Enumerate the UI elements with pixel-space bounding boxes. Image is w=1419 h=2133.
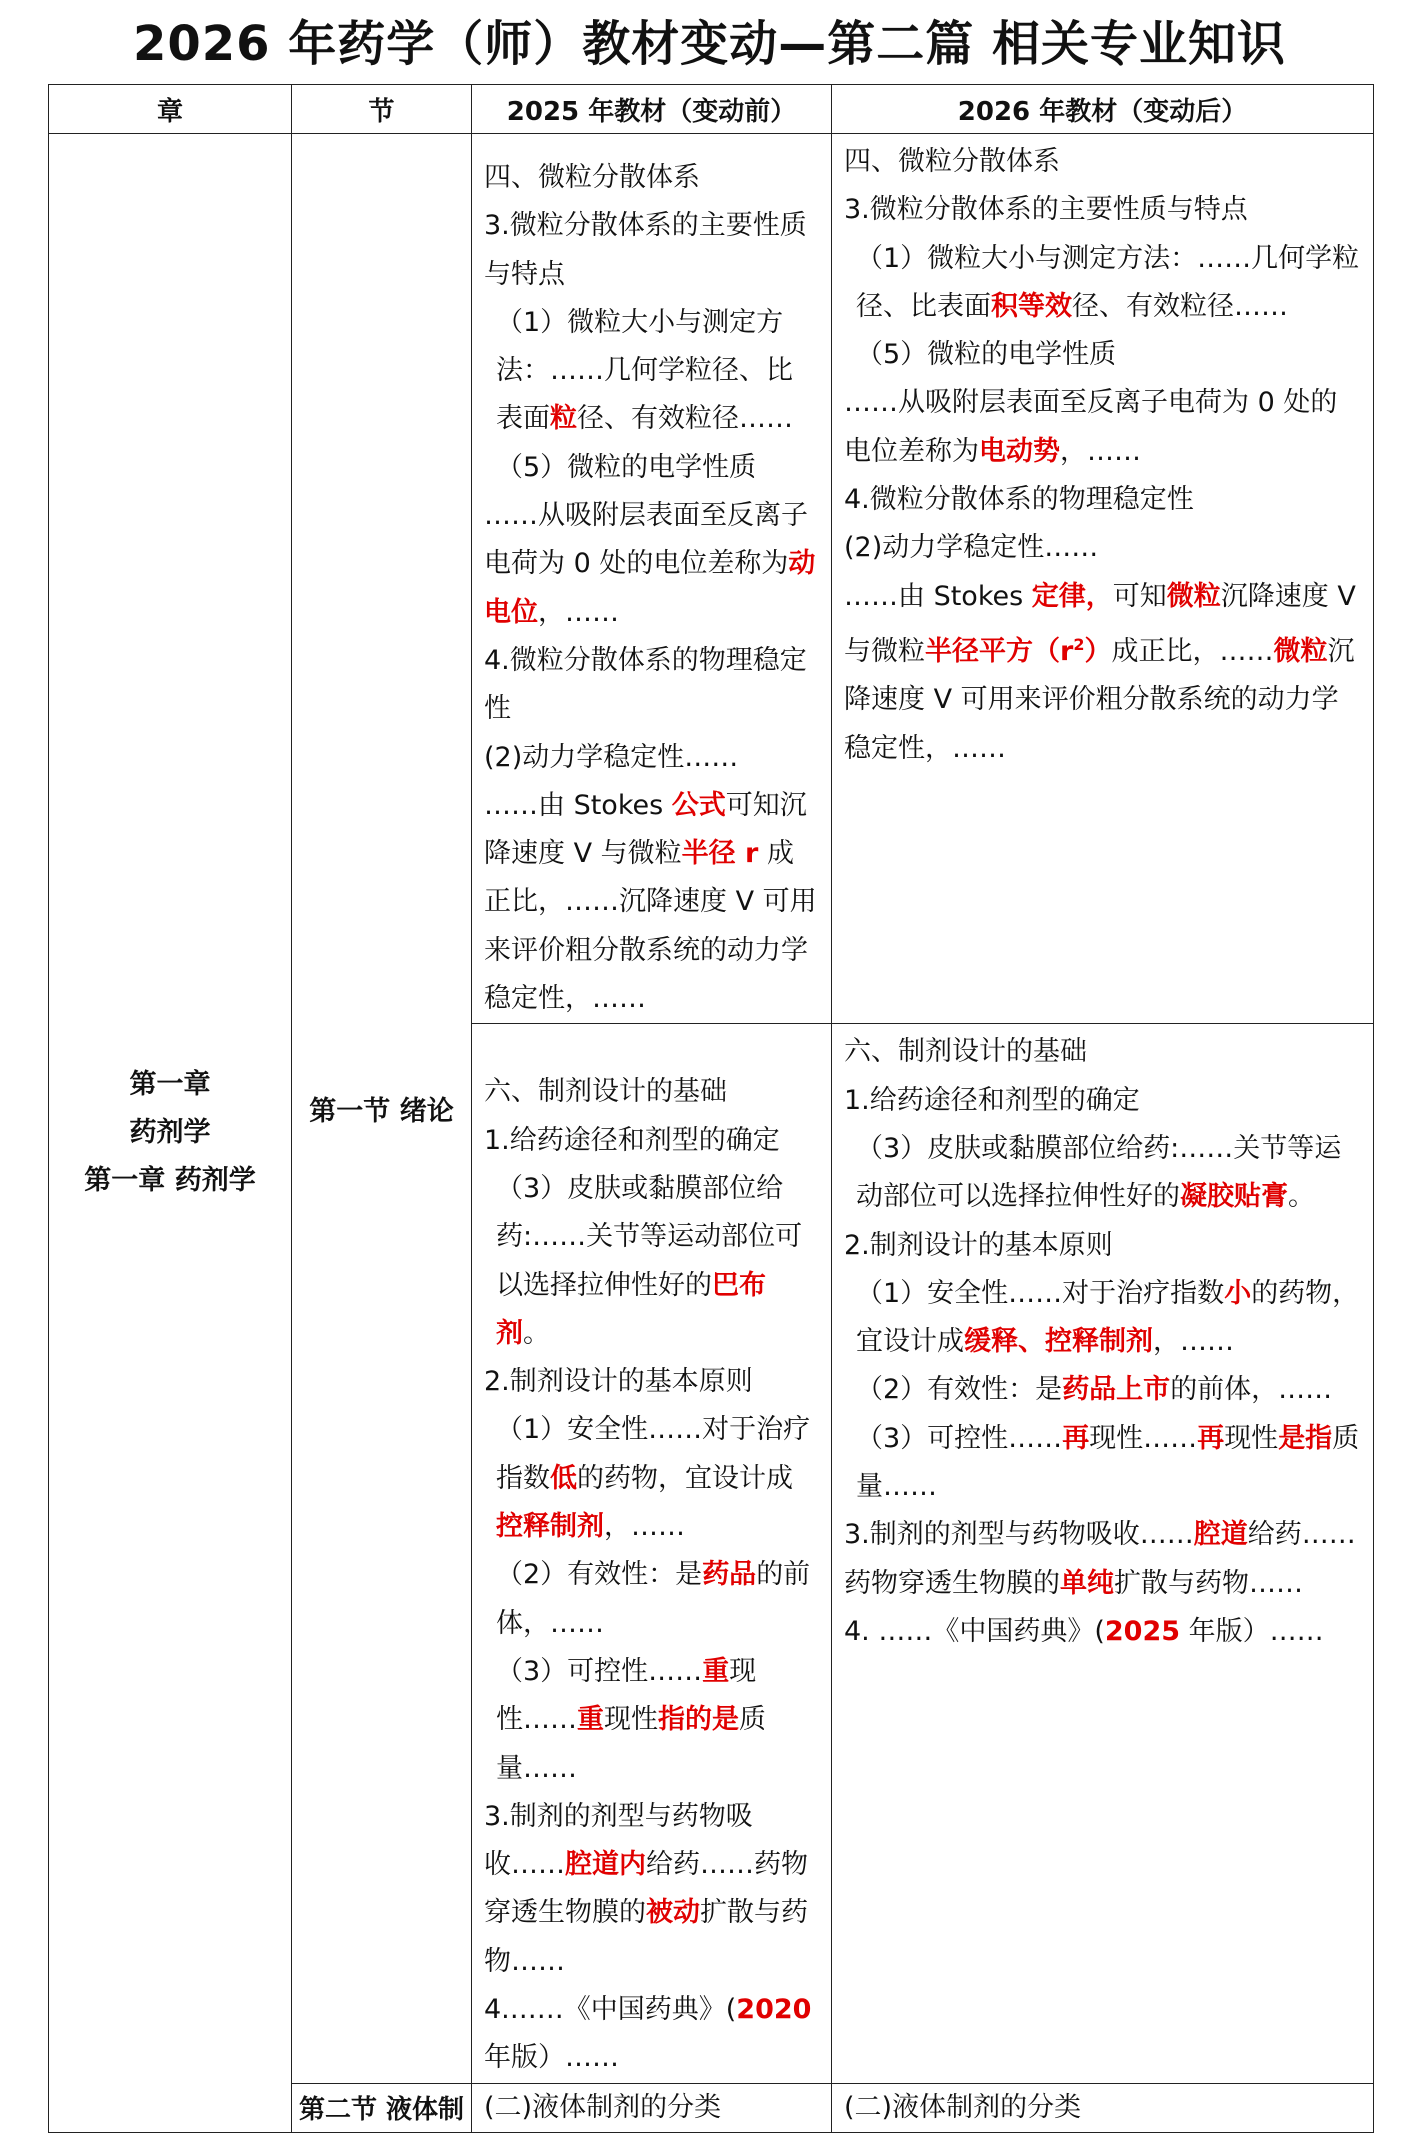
comparison-table [48,84,1374,2133]
header-2026: 2026 年教材（变动后） [832,85,1374,134]
page-title: 2026 年药学（师）教材变动—第二篇 相关专业知识 [132,16,1287,72]
header-row [49,85,1374,134]
block2-2026: 六、制剂设计的基础 1.给药途径和剂型的确定 （3）皮肤或黏膜部位给药:……关节等运动部位可以选择拉伸性好的凝胶贴膏。 2.制剂设计的基本原则 （1）安全性……对于治疗指数小的药物，宜设计成缓释、控释制剂，…… （2）有效性：是药品上市的前体，…… （3）可控性……再现性……再现性是指质量…… 3.制剂的剂型与药物吸收……腔道给药……药物穿透生物膜的单纯扩散与药物…… 4. ……《中国药典》(2025 年版）…… [832,1024,1374,2083]
block2-2025: 六、制剂设计的基础 1.给药途径和剂型的确定 （3）皮肤或黏膜部位给药:……关节等运动部位可以选择拉伸性好的巴布剂。 2.制剂设计的基本原则 （1）安全性……对于治疗指数低的药物，宜设计成控释制剂，…… （2）有效性：是药品的前体，…… （3）可控性……重现性……重现性指的是质量…… 3.制剂的剂型与药物吸收……腔道内给药……药物穿透生物膜的被动扩散与药物…… 4.……《中国药典》(2020 年版）…… [472,1024,832,2083]
block1-2026: 四、微粒分散体系 3.微粒分散体系的主要性质与特点 （1）微粒大小与测定方法：……几何学粒径、比表面积等效径、有效粒径…… （5）微粒的电学性质 ……从吸附层表面至反离子电荷为 0 处的电位差称为电动势，…… 4.微粒分散体系的物理稳定性 (2)动力学稳定性…… ……由 Stokes 定律，可知微粒沉降速度 V 与微粒半径平方$(r^2)$成正比，……微粒沉降速度 V 可用来评价粗分散系统的动力学稳定性，…… [832,134,1374,1024]
header-section: 节 [292,85,472,134]
chapter-cell [49,134,292,2133]
header-chapter: 章 [49,85,292,134]
last-2026: (二)液体制剂的分类 [832,2083,1374,2132]
section-cell-2: 第二节 液体制 [292,2083,472,2132]
chapter-full: 第一章 药剂学 [84,1164,256,1196]
chapter-label: 第一章 [129,1068,211,1100]
table-row [49,134,1374,1024]
block1-2025: 四、微粒分散体系 3.微粒分散体系的主要性质与特点 （1）微粒大小与测定方法：……几何学粒径、比表面粒径、有效粒径…… （5）微粒的电学性质 ……从吸附层表面至反离子电荷为 0 处的电位差称为动电位，…… 4.微粒分散体系的物理稳定性 (2)动力学稳定性…… ……由 Stokes 公式可知沉降速度 V 与微粒半径 r 成正比，……沉降速度 V 可用来评价粗分散系统的动力学稳定性，…… [472,134,832,1024]
header-2025: 2025 年教材（变动前） [472,85,832,134]
chapter-subject: 药剂学 [129,1116,211,1148]
section-cell-1: 第一节 绪论 [292,134,472,2084]
last-2025: (二)液体制剂的分类 [472,2083,832,2132]
